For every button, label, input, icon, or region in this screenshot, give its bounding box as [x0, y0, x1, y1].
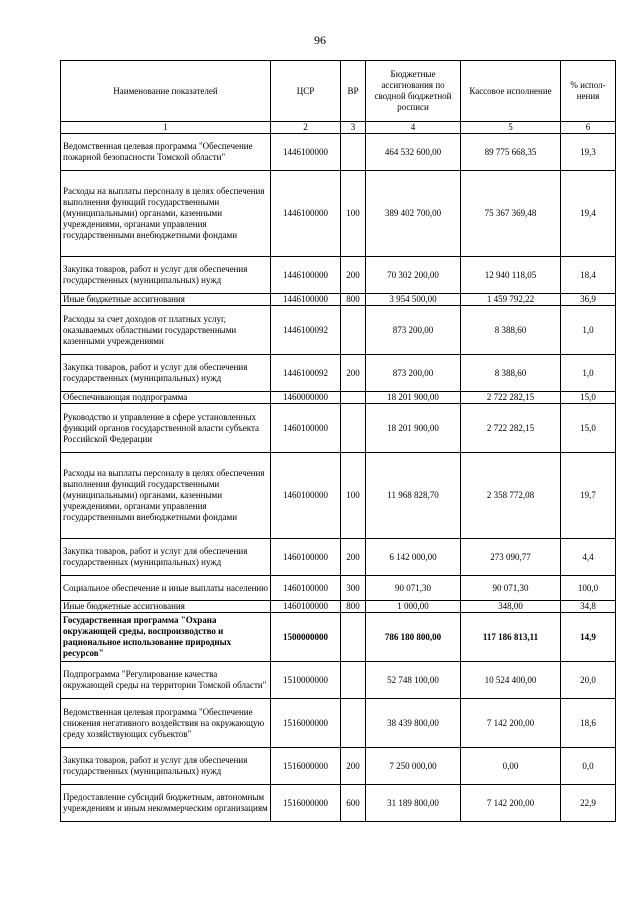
row-csr-cell: 1460000000	[271, 392, 341, 404]
row-percent-cell: 19,3	[561, 134, 616, 171]
row-budget-cell: 6 142 000,00	[366, 539, 461, 576]
row-percent-cell: 20,0	[561, 662, 616, 699]
table-row	[61, 355, 616, 392]
row-name-cell: Закупка товаров, работ и услуг для обеспечения государственных (муниципальных) нужд	[61, 539, 271, 576]
row-vr-cell	[341, 134, 366, 171]
row-name-cell: Иные бюджетные ассигнования	[61, 294, 271, 306]
row-name-cell: Расходы на выплаты персоналу в целях обеспечения выполнения функций государственными (муниципальными) органами, казенными учреждениями, органами управления государственными внебюджетными фондами	[61, 171, 271, 257]
row-vr-cell: 200	[341, 748, 366, 785]
row-vr-cell	[341, 613, 366, 662]
row-vr-cell	[341, 699, 366, 748]
row-vr-cell	[341, 662, 366, 699]
row-budget-cell: 18 201 900,00	[366, 392, 461, 404]
table-row	[61, 404, 616, 453]
row-cash-cell: 348,00	[461, 601, 561, 613]
row-csr-cell: 1516000000	[271, 748, 341, 785]
row-budget-cell: 873 200,00	[366, 306, 461, 355]
row-cash-cell: 2 722 282,15	[461, 392, 561, 404]
row-csr-cell: 1460100000	[271, 576, 341, 601]
table-row	[61, 613, 616, 662]
table-row	[61, 699, 616, 748]
table-row	[61, 601, 616, 613]
page-number: 96	[314, 33, 326, 47]
header-cash: Кассовое исполнение	[461, 61, 561, 122]
row-vr-cell: 800	[341, 601, 366, 613]
table-row	[61, 662, 616, 699]
row-budget-cell: 31 189 800,00	[366, 785, 461, 822]
row-csr-cell: 1460100000	[271, 601, 341, 613]
row-percent-cell: 1,0	[561, 355, 616, 392]
row-cash-cell: 2 358 772,08	[461, 453, 561, 539]
row-csr-cell: 1446100000	[271, 134, 341, 171]
column-number: 1	[61, 122, 271, 134]
row-budget-cell: 38 439 800,00	[366, 699, 461, 748]
row-budget-cell: 464 532 600,00	[366, 134, 461, 171]
row-cash-cell: 8 388,60	[461, 306, 561, 355]
row-cash-cell: 0,00	[461, 748, 561, 785]
row-cash-cell: 10 524 400,00	[461, 662, 561, 699]
column-number: 2	[271, 122, 341, 134]
row-cash-cell: 273 090,77	[461, 539, 561, 576]
header-vr: ВР	[341, 61, 366, 122]
row-percent-cell: 14,9	[561, 613, 616, 662]
row-vr-cell: 200	[341, 355, 366, 392]
row-percent-cell: 22,9	[561, 785, 616, 822]
row-budget-cell: 52 748 100,00	[366, 662, 461, 699]
row-percent-cell: 18,4	[561, 257, 616, 294]
row-cash-cell: 2 722 282,15	[461, 404, 561, 453]
row-percent-cell: 18,6	[561, 699, 616, 748]
header-row	[61, 61, 616, 122]
row-budget-cell: 7 250 000,00	[366, 748, 461, 785]
row-vr-cell: 100	[341, 453, 366, 539]
row-name-cell: Руководство и управление в сфере установленных функций органов государственной власти субъекта Российской Федерации	[61, 404, 271, 453]
row-vr-cell: 800	[341, 294, 366, 306]
row-csr-cell: 1500000000	[271, 613, 341, 662]
row-vr-cell	[341, 404, 366, 453]
table-row	[61, 306, 616, 355]
column-number: 6	[561, 122, 616, 134]
row-budget-cell: 70 302 200,00	[366, 257, 461, 294]
row-name-cell: Подпрограмма "Регулирование качества окружающей среды на территории Томской области"	[61, 662, 271, 699]
row-percent-cell: 0,0	[561, 748, 616, 785]
row-name-cell: Закупка товаров, работ и услуг для обеспечения государственных (муниципальных) нужд	[61, 257, 271, 294]
row-csr-cell: 1460100000	[271, 539, 341, 576]
header-csr: ЦСР	[271, 61, 341, 122]
table-row	[61, 392, 616, 404]
column-number: 4	[366, 122, 461, 134]
row-budget-cell: 90 071,30	[366, 576, 461, 601]
row-csr-cell: 1510000000	[271, 662, 341, 699]
row-csr-cell: 1446100092	[271, 355, 341, 392]
row-percent-cell: 15,0	[561, 392, 616, 404]
row-name-cell: Закупка товаров, работ и услуг для обеспечения государственных (муниципальных) нужд	[61, 748, 271, 785]
row-budget-cell: 11 968 828,70	[366, 453, 461, 539]
header-budget: Бюджетные ассигнования по сводной бюджетной росписи	[366, 61, 461, 122]
row-name-cell: Предоставление субсидий бюджетным, автономным учреждениям и иным некоммерческим организациям	[61, 785, 271, 822]
row-vr-cell	[341, 392, 366, 404]
row-budget-cell: 1 000,00	[366, 601, 461, 613]
row-csr-cell: 1460100000	[271, 404, 341, 453]
row-percent-cell: 1,0	[561, 306, 616, 355]
row-csr-cell: 1446100000	[271, 257, 341, 294]
row-percent-cell: 34,8	[561, 601, 616, 613]
row-budget-cell: 873 200,00	[366, 355, 461, 392]
row-csr-cell: 1516000000	[271, 785, 341, 822]
row-name-cell: Ведомственная целевая программа "Обеспечение пожарной безопасности Томской области"	[61, 134, 271, 171]
row-cash-cell: 89 775 668,35	[461, 134, 561, 171]
row-cash-cell: 7 142 200,00	[461, 699, 561, 748]
row-csr-cell: 1516000000	[271, 699, 341, 748]
row-vr-cell: 200	[341, 539, 366, 576]
row-vr-cell: 300	[341, 576, 366, 601]
row-name-cell: Закупка товаров, работ и услуг для обеспечения государственных (муниципальных) нужд	[61, 355, 271, 392]
table-body	[61, 134, 616, 822]
row-csr-cell: 1446100000	[271, 171, 341, 257]
table-row	[61, 257, 616, 294]
row-name-cell: Иные бюджетные ассигнования	[61, 601, 271, 613]
row-vr-cell: 600	[341, 785, 366, 822]
row-name-cell: Расходы на выплаты персоналу в целях обеспечения выполнения функций государственными (муниципальными) органами, казенными учреждениями, органами управления государственными внебюджетными фондами	[61, 453, 271, 539]
row-vr-cell: 200	[341, 257, 366, 294]
row-name-cell: Расходы за счет доходов от платных услуг, оказываемых областными государственными казенными учреждениями	[61, 306, 271, 355]
row-vr-cell	[341, 306, 366, 355]
row-budget-cell: 389 402 700,00	[366, 171, 461, 257]
row-budget-cell: 3 954 500,00	[366, 294, 461, 306]
row-percent-cell: 19,4	[561, 171, 616, 257]
row-csr-cell: 1446100000	[271, 294, 341, 306]
row-csr-cell: 1460100000	[271, 453, 341, 539]
column-number: 3	[341, 122, 366, 134]
row-cash-cell: 90 071,30	[461, 576, 561, 601]
row-cash-cell: 12 940 118,05	[461, 257, 561, 294]
row-name-cell: Социальное обеспечение и иные выплаты населению	[61, 576, 271, 601]
table-row	[61, 453, 616, 539]
table-row	[61, 539, 616, 576]
table-row	[61, 748, 616, 785]
table-row	[61, 294, 616, 306]
table-row	[61, 134, 616, 171]
row-percent-cell: 19,7	[561, 453, 616, 539]
row-budget-cell: 786 180 800,00	[366, 613, 461, 662]
row-cash-cell: 8 388,60	[461, 355, 561, 392]
table-row	[61, 171, 616, 257]
row-name-cell: Государственная программа "Охрана окружающей среды, воспроизводство и рациональное использование природных ресурсов"	[61, 613, 271, 662]
row-cash-cell: 117 186 813,11	[461, 613, 561, 662]
row-percent-cell: 100,0	[561, 576, 616, 601]
row-cash-cell: 75 367 369,48	[461, 171, 561, 257]
row-budget-cell: 18 201 900,00	[366, 404, 461, 453]
column-number-row	[61, 122, 616, 134]
row-cash-cell: 1 459 792,22	[461, 294, 561, 306]
header-percent: % испол-нения	[561, 61, 616, 122]
column-number: 5	[461, 122, 561, 134]
budget-execution-table	[60, 60, 616, 822]
row-name-cell: Ведомственная целевая программа "Обеспечение снижения негативного воздействия на окружающую среду хозяйствующих субъектов"	[61, 699, 271, 748]
table-row	[61, 785, 616, 822]
table-row	[61, 576, 616, 601]
row-percent-cell: 4,4	[561, 539, 616, 576]
row-name-cell: Обеспечивающая подпрограмма	[61, 392, 271, 404]
row-percent-cell: 36,9	[561, 294, 616, 306]
header-name: Наименование показателей	[61, 61, 271, 122]
row-vr-cell: 100	[341, 171, 366, 257]
row-cash-cell: 7 142 200,00	[461, 785, 561, 822]
row-percent-cell: 15,0	[561, 404, 616, 453]
row-csr-cell: 1446100092	[271, 306, 341, 355]
